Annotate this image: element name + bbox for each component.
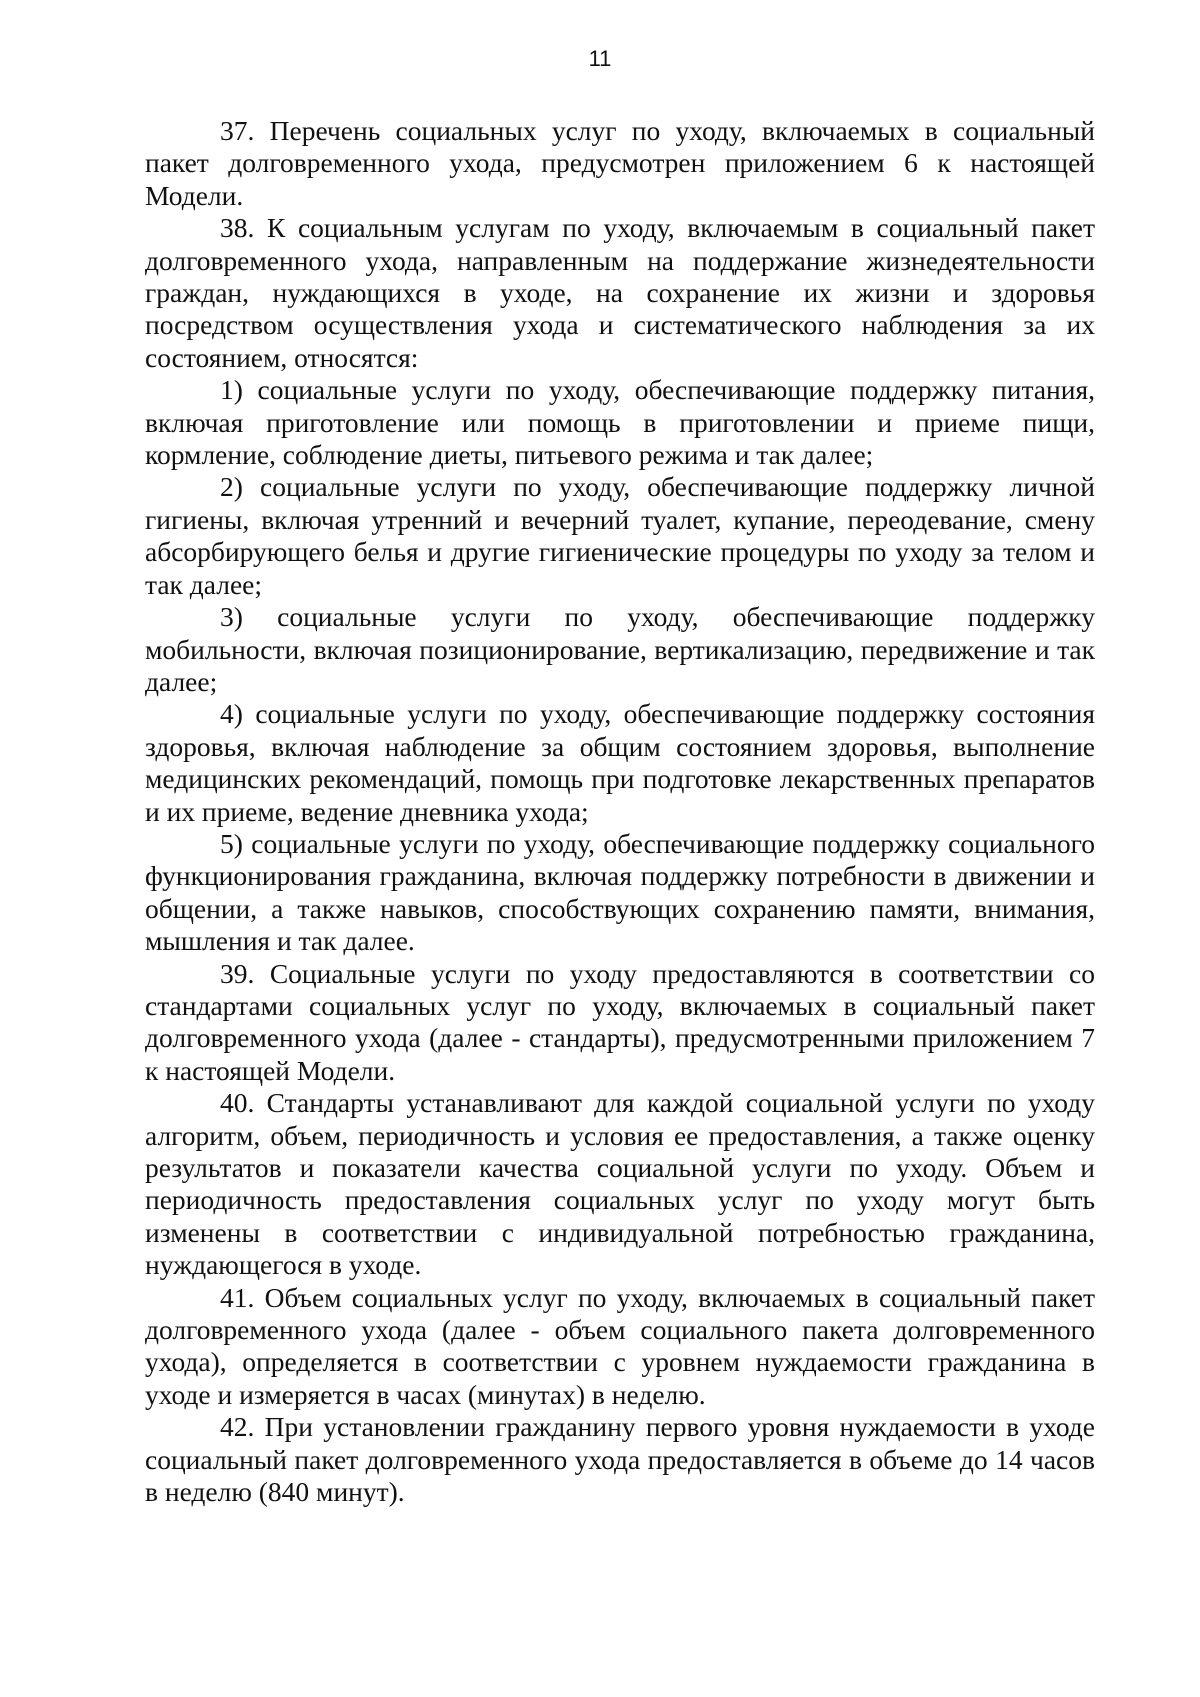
list-item-4: 4) социальные услуги по уходу, обеспечивающие поддержку состояния здоровья, включая наблюдение за общим состоянием здоровья, выполнение медицинских рекомендаций, помощь при подготовке лекарственных препаратов и их приеме, ведение дневника ухода; xyxy=(145,698,1095,827)
paragraph-42: 42. При установлении гражданину первого уровня нуждаемости в уходе социальный пакет долговременного ухода предоставляется в объеме до 14 часов в неделю (840 минут). xyxy=(145,1411,1095,1508)
list-item-2: 2) социальные услуги по уходу, обеспечивающие поддержку личной гигиены, включая утренний и вечерний туалет, купание, переодевание, смену абсорбирующего белья и другие гигиенические процедуры по уходу за телом и так далее; xyxy=(145,471,1095,600)
list-item-5: 5) социальные услуги по уходу, обеспечивающие поддержку социального функционирования гражданина, включая поддержку потребности в движении и общении, а также навыков, способствующих сохранению памяти, внимания, мышления и так далее. xyxy=(145,827,1095,957)
paragraph-40: 40. Стандарты устанавливают для каждой социальной услуги по уходу алгоритм, объем, периодичность и условия ее предоставления, а также оценку результатов и показатели качества социальной услуги по уходу. Объем и периодичность предоставления социальных услуг по уходу могут быть изменены в соответствии с индивидуальной потребностью гражданина, нуждающегося в уходе. xyxy=(145,1087,1095,1281)
document-body xyxy=(145,115,1095,1508)
paragraph-38: 38. К социальным услугам по уходу, включаемым в социальный пакет долговременного ухода, направленным на поддержание жизнедеятельности граждан, нуждающихся в уходе, на сохранение их жизни и здоровья посредством осуществления ухода и систематического наблюдения за их состоянием, относятся: xyxy=(145,212,1095,373)
list-item-1: 1) социальные услуги по уходу, обеспечивающие поддержку питания, включая приготовление или помощь в приготовлении и приеме пищи, кормление, соблюдение диеты, питьевого режима и так далее; xyxy=(145,374,1095,471)
paragraph-37: 37. Перечень социальных услуг по уходу, включаемых в социальный пакет долговременного ухода, предусмотрен приложением 6 к настоящей Модели. xyxy=(145,115,1095,211)
paragraph-41: 41. Объем социальных услуг по уходу, включаемых в социальный пакет долговременного ухода (далее - объем социального пакета долговременного ухода), определяется в соответствии с уровнем нуждаемости гражданина в уходе и измеряется в часах (минутах) в неделю. xyxy=(145,1281,1095,1410)
paragraph-39: 39. Социальные услуги по уходу предоставляются в соответствии со стандартами социальных услуг по уходу, включаемых в социальный пакет долговременного ухода (далее - стандарты), предусмотренными приложением 7 к настоящей Модели. xyxy=(145,957,1095,1086)
page-number: 11 xyxy=(588,46,612,71)
list-item-3: 3) социальные услуги по уходу, обеспечивающие поддержку мобильности, включая позиционирование, вертикализацию, передвижение и так далее; xyxy=(145,601,1095,697)
